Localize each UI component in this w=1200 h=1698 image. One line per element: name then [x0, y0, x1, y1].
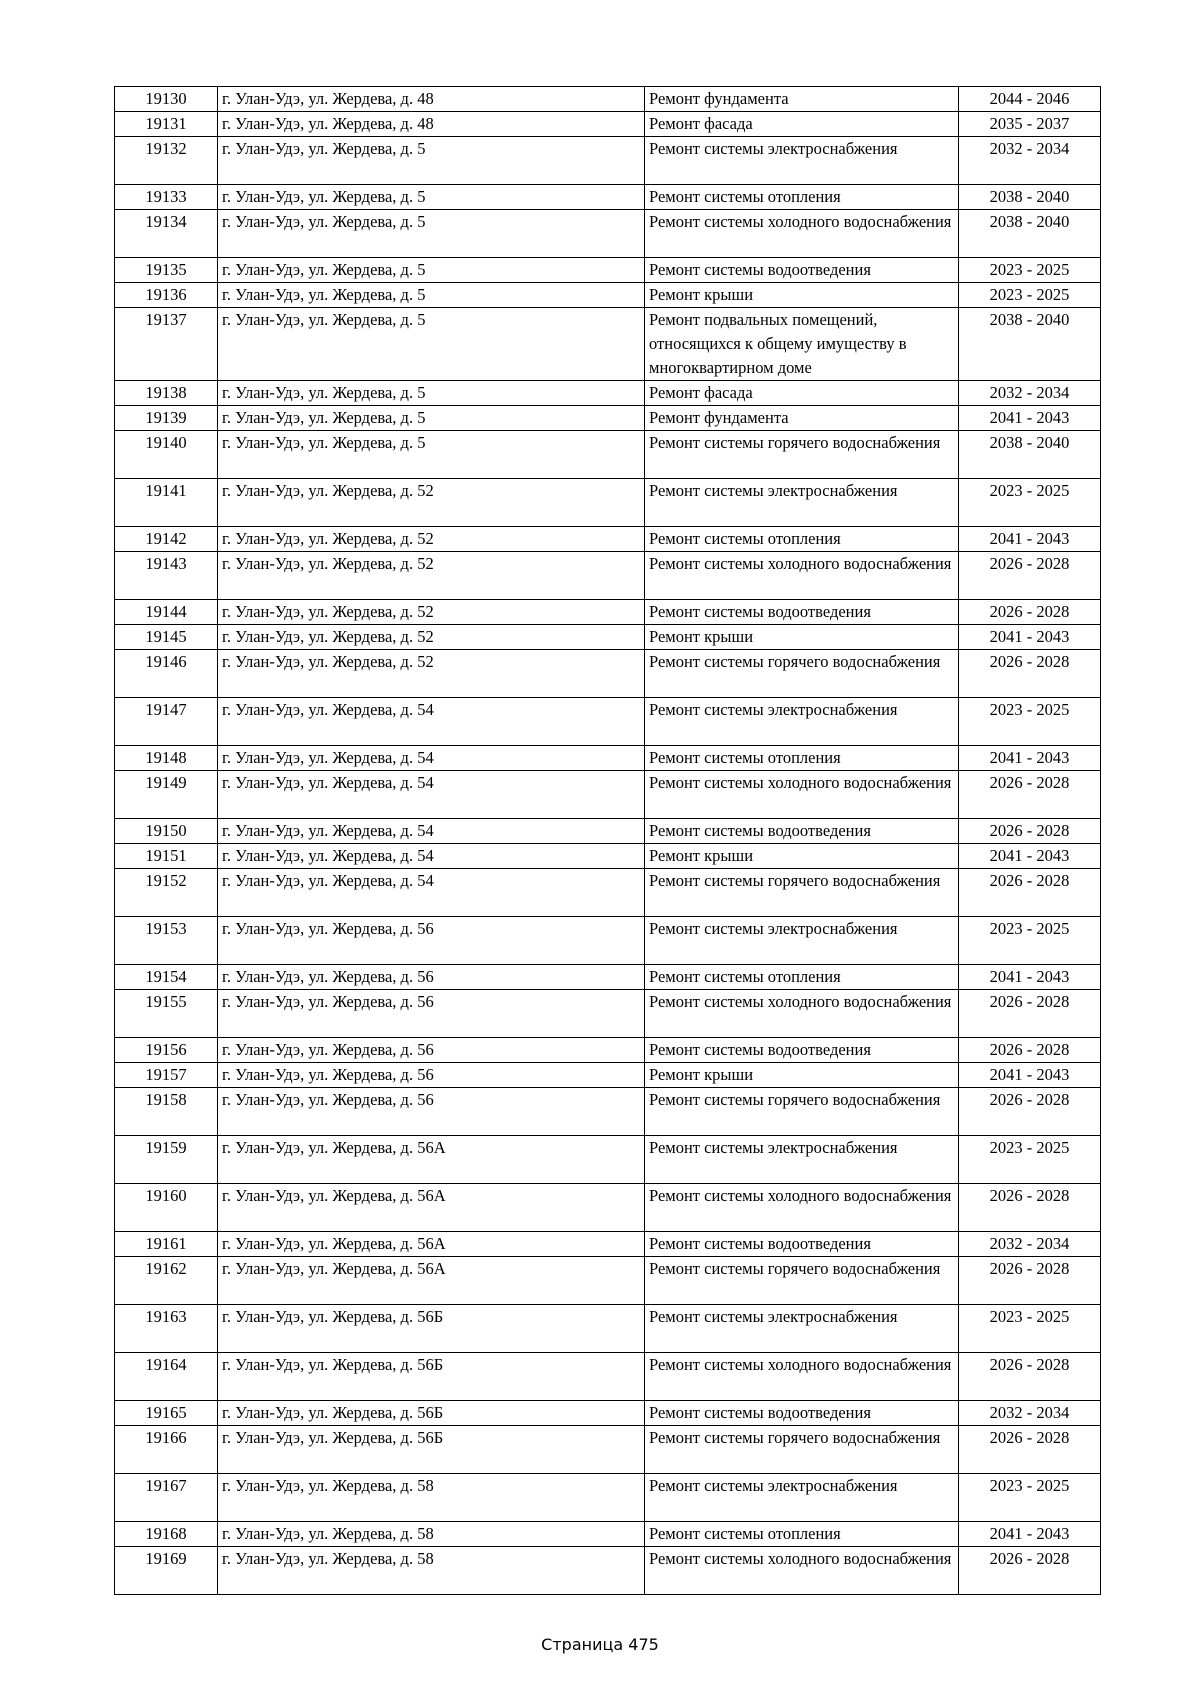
address-cell: г. Улан-Удэ, ул. Жердева, д. 54	[218, 819, 645, 844]
period-cell: 2026 - 2028	[959, 1547, 1101, 1595]
table-row	[115, 527, 1101, 552]
table-row	[115, 844, 1101, 869]
address-cell: г. Улан-Удэ, ул. Жердева, д. 56	[218, 917, 645, 965]
row-number-cell: 19148	[115, 746, 218, 771]
table-row	[115, 600, 1101, 625]
table-row	[115, 625, 1101, 650]
period-cell: 2038 - 2040	[959, 308, 1101, 381]
work-type-cell: Ремонт системы водоотведения	[645, 819, 959, 844]
work-type-cell: Ремонт фасада	[645, 112, 959, 137]
work-type-cell: Ремонт системы холодного водоснабжения	[645, 1184, 959, 1232]
work-type-cell: Ремонт системы электроснабжения	[645, 479, 959, 527]
work-type-cell: Ремонт системы холодного водоснабжения	[645, 771, 959, 819]
row-number-cell: 19139	[115, 406, 218, 431]
work-type-cell: Ремонт системы водоотведения	[645, 600, 959, 625]
table-row	[115, 87, 1101, 112]
table-row	[115, 869, 1101, 917]
period-cell: 2026 - 2028	[959, 650, 1101, 698]
work-type-cell: Ремонт системы холодного водоснабжения	[645, 1547, 959, 1595]
work-type-cell: Ремонт системы отопления	[645, 965, 959, 990]
period-cell: 2041 - 2043	[959, 844, 1101, 869]
period-cell: 2023 - 2025	[959, 1136, 1101, 1184]
period-cell: 2026 - 2028	[959, 1184, 1101, 1232]
row-number-cell: 19137	[115, 308, 218, 381]
period-cell: 2023 - 2025	[959, 1474, 1101, 1522]
work-type-cell: Ремонт фундамента	[645, 406, 959, 431]
address-cell: г. Улан-Удэ, ул. Жердева, д. 56Б	[218, 1401, 645, 1426]
address-cell: г. Улан-Удэ, ул. Жердева, д. 5	[218, 210, 645, 258]
address-cell: г. Улан-Удэ, ул. Жердева, д. 56Б	[218, 1426, 645, 1474]
row-number-cell: 19156	[115, 1038, 218, 1063]
period-cell: 2032 - 2034	[959, 137, 1101, 185]
work-type-cell: Ремонт подвальных помещений, относящихся к общему имуществу в многоквартирном доме	[645, 308, 959, 381]
address-cell: г. Улан-Удэ, ул. Жердева, д. 58	[218, 1474, 645, 1522]
address-cell: г. Улан-Удэ, ул. Жердева, д. 56А	[218, 1184, 645, 1232]
row-number-cell: 19158	[115, 1088, 218, 1136]
period-cell: 2023 - 2025	[959, 1305, 1101, 1353]
table-row	[115, 917, 1101, 965]
period-cell: 2026 - 2028	[959, 819, 1101, 844]
period-cell: 2026 - 2028	[959, 1353, 1101, 1401]
work-type-cell: Ремонт системы электроснабжения	[645, 1305, 959, 1353]
address-cell: г. Улан-Удэ, ул. Жердева, д. 58	[218, 1547, 645, 1595]
table-row	[115, 698, 1101, 746]
page-number: Страница 475	[541, 1635, 659, 1654]
period-cell: 2026 - 2028	[959, 990, 1101, 1038]
row-number-cell: 19132	[115, 137, 218, 185]
period-cell: 2041 - 2043	[959, 1522, 1101, 1547]
row-number-cell: 19168	[115, 1522, 218, 1547]
work-type-cell: Ремонт крыши	[645, 283, 959, 308]
address-cell: г. Улан-Удэ, ул. Жердева, д. 52	[218, 650, 645, 698]
row-number-cell: 19151	[115, 844, 218, 869]
work-type-cell: Ремонт системы водоотведения	[645, 1038, 959, 1063]
address-cell: г. Улан-Удэ, ул. Жердева, д. 58	[218, 1522, 645, 1547]
row-number-cell: 19141	[115, 479, 218, 527]
work-type-cell: Ремонт системы горячего водоснабжения	[645, 869, 959, 917]
work-type-cell: Ремонт системы электроснабжения	[645, 137, 959, 185]
address-cell: г. Улан-Удэ, ул. Жердева, д. 56А	[218, 1232, 645, 1257]
address-cell: г. Улан-Удэ, ул. Жердева, д. 54	[218, 869, 645, 917]
row-number-cell: 19150	[115, 819, 218, 844]
period-cell: 2032 - 2034	[959, 1401, 1101, 1426]
period-cell: 2038 - 2040	[959, 185, 1101, 210]
period-cell: 2026 - 2028	[959, 1426, 1101, 1474]
row-number-cell: 19133	[115, 185, 218, 210]
table-row	[115, 258, 1101, 283]
row-number-cell: 19166	[115, 1426, 218, 1474]
table-row	[115, 552, 1101, 600]
period-cell: 2041 - 2043	[959, 406, 1101, 431]
work-type-cell: Ремонт системы горячего водоснабжения	[645, 1426, 959, 1474]
table-row	[115, 819, 1101, 844]
period-cell: 2038 - 2040	[959, 210, 1101, 258]
address-cell: г. Улан-Удэ, ул. Жердева, д. 5	[218, 283, 645, 308]
table-row	[115, 746, 1101, 771]
repair-schedule-table	[114, 86, 1101, 1595]
row-number-cell: 19160	[115, 1184, 218, 1232]
row-number-cell: 19165	[115, 1401, 218, 1426]
row-number-cell: 19130	[115, 87, 218, 112]
work-type-cell: Ремонт системы водоотведения	[645, 258, 959, 283]
work-type-cell: Ремонт системы электроснабжения	[645, 1474, 959, 1522]
row-number-cell: 19140	[115, 431, 218, 479]
address-cell: г. Улан-Удэ, ул. Жердева, д. 5	[218, 137, 645, 185]
table-row	[115, 431, 1101, 479]
address-cell: г. Улан-Удэ, ул. Жердева, д. 54	[218, 771, 645, 819]
period-cell: 2041 - 2043	[959, 625, 1101, 650]
address-cell: г. Улан-Удэ, ул. Жердева, д. 5	[218, 406, 645, 431]
table-row	[115, 406, 1101, 431]
work-type-cell: Ремонт системы водоотведения	[645, 1401, 959, 1426]
table-body	[115, 87, 1101, 1595]
row-number-cell: 19164	[115, 1353, 218, 1401]
work-type-cell: Ремонт системы электроснабжения	[645, 1136, 959, 1184]
address-cell: г. Улан-Удэ, ул. Жердева, д. 52	[218, 600, 645, 625]
row-number-cell: 19134	[115, 210, 218, 258]
table-row	[115, 1257, 1101, 1305]
table-row	[115, 210, 1101, 258]
table-row	[115, 381, 1101, 406]
period-cell: 2035 - 2037	[959, 112, 1101, 137]
period-cell: 2044 - 2046	[959, 87, 1101, 112]
period-cell: 2026 - 2028	[959, 552, 1101, 600]
row-number-cell: 19157	[115, 1063, 218, 1088]
period-cell: 2026 - 2028	[959, 1257, 1101, 1305]
period-cell: 2032 - 2034	[959, 1232, 1101, 1257]
period-cell: 2023 - 2025	[959, 479, 1101, 527]
address-cell: г. Улан-Удэ, ул. Жердева, д. 52	[218, 552, 645, 600]
row-number-cell: 19162	[115, 1257, 218, 1305]
table-row	[115, 1063, 1101, 1088]
table-row	[115, 1474, 1101, 1522]
table-row	[115, 112, 1101, 137]
row-number-cell: 19142	[115, 527, 218, 552]
row-number-cell: 19144	[115, 600, 218, 625]
period-cell: 2041 - 2043	[959, 527, 1101, 552]
work-type-cell: Ремонт системы холодного водоснабжения	[645, 210, 959, 258]
work-type-cell: Ремонт системы электроснабжения	[645, 917, 959, 965]
period-cell: 2041 - 2043	[959, 965, 1101, 990]
row-number-cell: 19161	[115, 1232, 218, 1257]
period-cell: 2023 - 2025	[959, 698, 1101, 746]
address-cell: г. Улан-Удэ, ул. Жердева, д. 56Б	[218, 1305, 645, 1353]
address-cell: г. Улан-Удэ, ул. Жердева, д. 56	[218, 1038, 645, 1063]
table-row	[115, 137, 1101, 185]
work-type-cell: Ремонт фасада	[645, 381, 959, 406]
address-cell: г. Улан-Удэ, ул. Жердева, д. 56	[218, 965, 645, 990]
period-cell: 2026 - 2028	[959, 1038, 1101, 1063]
address-cell: г. Улан-Удэ, ул. Жердева, д. 56А	[218, 1136, 645, 1184]
table-row	[115, 1184, 1101, 1232]
address-cell: г. Улан-Удэ, ул. Жердева, д. 5	[218, 308, 645, 381]
period-cell: 2023 - 2025	[959, 283, 1101, 308]
table-row	[115, 283, 1101, 308]
work-type-cell: Ремонт системы холодного водоснабжения	[645, 1353, 959, 1401]
work-type-cell: Ремонт системы холодного водоснабжения	[645, 552, 959, 600]
address-cell: г. Улан-Удэ, ул. Жердева, д. 5	[218, 185, 645, 210]
row-number-cell: 19167	[115, 1474, 218, 1522]
row-number-cell: 19131	[115, 112, 218, 137]
row-number-cell: 19153	[115, 917, 218, 965]
row-number-cell: 19145	[115, 625, 218, 650]
table-row	[115, 1547, 1101, 1595]
table-row	[115, 1136, 1101, 1184]
table-row	[115, 1305, 1101, 1353]
period-cell: 2032 - 2034	[959, 381, 1101, 406]
address-cell: г. Улан-Удэ, ул. Жердева, д. 52	[218, 527, 645, 552]
address-cell: г. Улан-Удэ, ул. Жердева, д. 5	[218, 381, 645, 406]
table-row	[115, 185, 1101, 210]
row-number-cell: 19169	[115, 1547, 218, 1595]
row-number-cell: 19154	[115, 965, 218, 990]
address-cell: г. Улан-Удэ, ул. Жердева, д. 54	[218, 844, 645, 869]
row-number-cell: 19136	[115, 283, 218, 308]
address-cell: г. Улан-Удэ, ул. Жердева, д. 5	[218, 258, 645, 283]
address-cell: г. Улан-Удэ, ул. Жердева, д. 54	[218, 746, 645, 771]
address-cell: г. Улан-Удэ, ул. Жердева, д. 52	[218, 625, 645, 650]
row-number-cell: 19146	[115, 650, 218, 698]
address-cell: г. Улан-Удэ, ул. Жердева, д. 56	[218, 990, 645, 1038]
address-cell: г. Улан-Удэ, ул. Жердева, д. 48	[218, 112, 645, 137]
work-type-cell: Ремонт системы отопления	[645, 185, 959, 210]
period-cell: 2023 - 2025	[959, 917, 1101, 965]
work-type-cell: Ремонт системы водоотведения	[645, 1232, 959, 1257]
work-type-cell: Ремонт системы горячего водоснабжения	[645, 650, 959, 698]
work-type-cell: Ремонт системы отопления	[645, 527, 959, 552]
work-type-cell: Ремонт крыши	[645, 625, 959, 650]
table-row	[115, 1232, 1101, 1257]
work-type-cell: Ремонт системы горячего водоснабжения	[645, 1088, 959, 1136]
row-number-cell: 19149	[115, 771, 218, 819]
period-cell: 2026 - 2028	[959, 771, 1101, 819]
address-cell: г. Улан-Удэ, ул. Жердева, д. 56	[218, 1088, 645, 1136]
table-row	[115, 1522, 1101, 1547]
row-number-cell: 19143	[115, 552, 218, 600]
table-row	[115, 1401, 1101, 1426]
period-cell: 2041 - 2043	[959, 746, 1101, 771]
period-cell: 2023 - 2025	[959, 258, 1101, 283]
period-cell: 2026 - 2028	[959, 1088, 1101, 1136]
row-number-cell: 19135	[115, 258, 218, 283]
address-cell: г. Улан-Удэ, ул. Жердева, д. 56	[218, 1063, 645, 1088]
table-row	[115, 771, 1101, 819]
address-cell: г. Улан-Удэ, ул. Жердева, д. 56А	[218, 1257, 645, 1305]
address-cell: г. Улан-Удэ, ул. Жердева, д. 56Б	[218, 1353, 645, 1401]
row-number-cell: 19152	[115, 869, 218, 917]
work-type-cell: Ремонт системы горячего водоснабжения	[645, 431, 959, 479]
work-type-cell: Ремонт системы отопления	[645, 746, 959, 771]
table-row	[115, 965, 1101, 990]
period-cell: 2038 - 2040	[959, 431, 1101, 479]
row-number-cell: 19138	[115, 381, 218, 406]
work-type-cell: Ремонт системы горячего водоснабжения	[645, 1257, 959, 1305]
work-type-cell: Ремонт системы отопления	[645, 1522, 959, 1547]
table-row	[115, 1426, 1101, 1474]
row-number-cell: 19147	[115, 698, 218, 746]
row-number-cell: 19155	[115, 990, 218, 1038]
work-type-cell: Ремонт крыши	[645, 844, 959, 869]
period-cell: 2026 - 2028	[959, 600, 1101, 625]
table-row	[115, 479, 1101, 527]
row-number-cell: 19159	[115, 1136, 218, 1184]
period-cell: 2026 - 2028	[959, 869, 1101, 917]
table-row	[115, 650, 1101, 698]
address-cell: г. Улан-Удэ, ул. Жердева, д. 5	[218, 431, 645, 479]
table-row	[115, 308, 1101, 381]
row-number-cell: 19163	[115, 1305, 218, 1353]
address-cell: г. Улан-Удэ, ул. Жердева, д. 52	[218, 479, 645, 527]
table-row	[115, 1038, 1101, 1063]
table-row	[115, 1353, 1101, 1401]
period-cell: 2041 - 2043	[959, 1063, 1101, 1088]
address-cell: г. Улан-Удэ, ул. Жердева, д. 54	[218, 698, 645, 746]
work-type-cell: Ремонт системы холодного водоснабжения	[645, 990, 959, 1038]
address-cell: г. Улан-Удэ, ул. Жердева, д. 48	[218, 87, 645, 112]
table-row	[115, 990, 1101, 1038]
work-type-cell: Ремонт фундамента	[645, 87, 959, 112]
work-type-cell: Ремонт крыши	[645, 1063, 959, 1088]
work-type-cell: Ремонт системы электроснабжения	[645, 698, 959, 746]
table-row	[115, 1088, 1101, 1136]
